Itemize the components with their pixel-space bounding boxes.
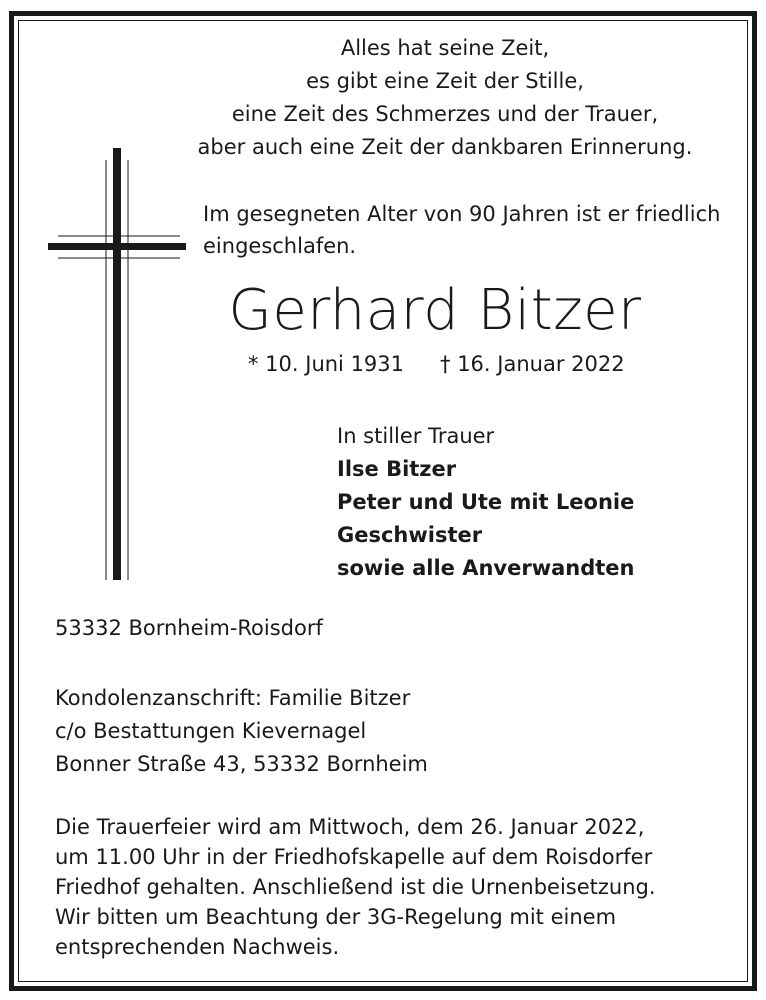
ceremony-line: Wir bitten um Beachtung der 3G-Regelung mit einem bbox=[55, 905, 617, 929]
poem bbox=[170, 32, 720, 164]
poem-line: aber auch eine Zeit der dankbaren Erinnerung. bbox=[197, 135, 693, 159]
ceremony-line: Friedhof gehalten. Anschließend ist die Urnenbeisetzung. bbox=[55, 875, 656, 899]
poem-line: eine Zeit des Schmerzes und der Trauer, bbox=[231, 102, 659, 126]
mourning-label: In stiller Trauer bbox=[337, 424, 495, 448]
ceremony-line: Die Trauerfeier wird am Mittwoch, dem 26. Januar 2022, bbox=[55, 815, 645, 839]
ceremony-line: entsprechenden Nachweis. bbox=[55, 935, 340, 959]
intro-text bbox=[203, 198, 743, 262]
mourners-block bbox=[337, 420, 634, 585]
life-dates bbox=[248, 352, 625, 376]
ceremony-info bbox=[55, 812, 656, 962]
mourner-name: sowie alle Anverwandten bbox=[337, 556, 635, 580]
condolence-address bbox=[55, 682, 428, 781]
deceased-name: Gerhard Bitzer bbox=[228, 278, 642, 343]
mourner-name: Geschwister bbox=[337, 523, 483, 547]
mourner-name: Peter und Ute mit Leonie bbox=[337, 490, 635, 514]
death-date: † 16. Januar 2022 bbox=[440, 352, 625, 376]
cross-icon bbox=[48, 148, 186, 580]
poem-line: es gibt eine Zeit der Stille, bbox=[306, 69, 584, 93]
address-line: Bonner Straße 43, 53332 Bornheim bbox=[55, 752, 428, 776]
intro-line: Im gesegneten Alter von 90 Jahren ist er friedlich bbox=[203, 202, 721, 226]
intro-line: eingeschlafen. bbox=[203, 234, 357, 258]
place-of-residence: 53332 Bornheim-Roisdorf bbox=[55, 616, 323, 640]
ceremony-line: um 11.00 Uhr in der Friedhofskapelle auf dem Roisdorfer bbox=[55, 845, 653, 869]
birth-date: * 10. Juni 1931 bbox=[248, 352, 405, 376]
poem-line: Alles hat seine Zeit, bbox=[340, 36, 550, 60]
address-line: Kondolenzanschrift: Familie Bitzer bbox=[55, 686, 411, 710]
address-line: c/o Bestattungen Kievernagel bbox=[55, 719, 367, 743]
mourner-name: Ilse Bitzer bbox=[337, 457, 457, 481]
